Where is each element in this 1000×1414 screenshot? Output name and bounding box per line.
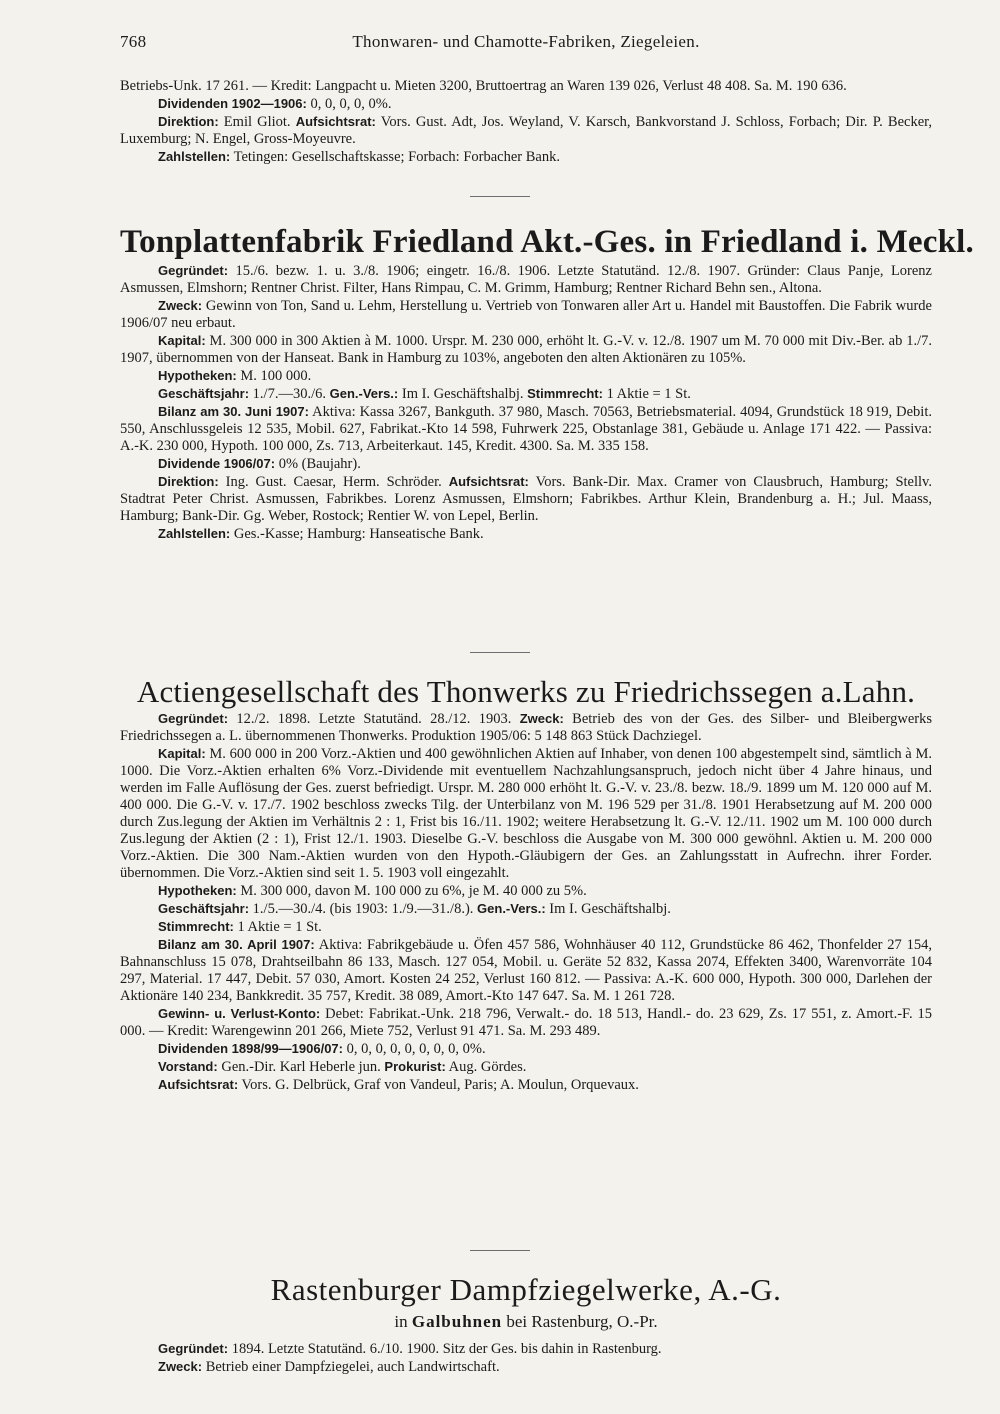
profit-loss-account: Gewinn- u. Verlust-Konto: Debet: Fabrikat.-Unk. 218 796, Verwalt.- do. 18 513, Handl.- do. 23 629, Zs. 17 551, z. Amort.-F. 15 000. — Kredit: Warengewinn 201 266, Miete 752, Verlust 91 471. Sa. M. 293 489. (120, 1006, 933, 1039)
section-divider (470, 652, 530, 653)
dividends: Dividende 1906/07: 0% (Baujahr). (158, 456, 361, 472)
page-header (120, 32, 932, 56)
capital: Kapital: M. 600 000 in 200 Vorz.-Aktien und 400 gewöhnlichen Aktien auf Inhaber, von denen 100 abgestempelt sind, sämtlich à M. 1000. Die Vorz.-Aktien erhalten 6% Vorz.-Dividende mit eventuellem Nachzahlungsanspruch, jedoch nicht über 4 Jahre hinaus, und werden im Falle Auflösung der Ges. zuerst befriedigt. Urspr. M. 280 000 erhöht lt. G.-V. v. 23./8. bezw. 18./9. 1899 um M. 120 000 auf M. 400 000. Die G.-V. v. 17./7. 1902 beschloss zwecks Tilg. der Unterbilanz von M. 196 529 per 31./8. 1901 Herabsetzung auf M. 200 000 durch Zus.legung der Aktien im Verhältnis 2 : 1, Frist bis 16./11. 1902; weitere Herabsetzung lt. G.-V. 12./11. 1902 um M. 100 000 durch Zus.legung der Aktien (2 : 1), Frist 12./1. 1903. Dieselbe G.-V. beschloss die Ausgabe von M. 300 000 gewöhnl. Aktien u. M. 200 000 Vorz.-Aktien. Die 300 Nam.-Aktien wurden von den Hypoth.-Gläubigern der Ges. an Zahlungsstatt in Aufrechn. ihrer Forder. übernommen. Die Vorz.-Aktien sind seit 1. 5. 1903 voll eingezahlt. (120, 746, 932, 881)
paying-agents: Zahlstellen: Ges.-Kasse; Hamburg: Hanseatische Bank. (158, 526, 484, 542)
section-friedland (120, 262, 932, 543)
balance-sheet: Bilanz am 30. April 1907: Aktiva: Fabrikgebäude u. Öfen 457 586, Wohnhäuser 40 112, Grundstücke 86 462, Thonfelder 27 154, Bahnanschluss 15 078, Drahtseilbahn 86 133, Masch. 127 054, Mobil. u. Geräte 52 832, Kassa 2074, Effekten 3400, Warenvorräte 104 297, Material. 17 447, Debit. 57 030, Amort. Kosten 24 252, Verlust 160 812. — Passiva: A.-K. 600 000, Hypoth. 300 000, Darlehen der Aktionäre 140 234, Bankkredit. 35 757, Kredit. 38 089, Amort.-Kto 147 647. Sa. M. 1 261 728. (120, 937, 932, 1004)
capital: Kapital: M. 300 000 in 300 Aktien à M. 1000. Urspr. M. 230 000, erhöht lt. G.-V. v. 12./8. 1907 um M. 70 000 mit Div.-Ber. ab 1./7. 1907, übernommen von der Hanseat. Bank in Hamburg zu 103%, angeboten den alten Aktionären zu 105%. (120, 333, 932, 366)
dividends: Dividenden 1898/99—1906/07: 0, 0, 0, 0, 0, 0, 0, 0, 0%. (158, 1041, 486, 1057)
fiscal-year: Geschäftsjahr: 1./7.—30./6. Gen.-Vers.: Im I. Geschäftshalbj. Stimmrecht: 1 Aktie = 1 St. (158, 386, 691, 402)
fiscal-year: Geschäftsjahr: 1./5.—30./4. (bis 1903: 1./9.—31./8.). Gen.-Vers.: Im I. Geschäftshalbj. (158, 901, 671, 917)
intro-paying-agents: Zahlstellen: Tetingen: Gesellschaftskasse; Forbach: Forbacher Bank. (158, 149, 560, 165)
running-title: Thonwaren- und Chamotte-Fabriken, Ziegeleien. (352, 32, 700, 51)
mortgages: Hypotheken: M. 100 000. (158, 368, 312, 384)
intro-entry-continuation (120, 78, 932, 166)
intro-board: Direktion: Emil Gliot. Aufsichtsrat: Vors. Gust. Adt, Jos. Weyland, V. Karsch, Bankvorstand J. Schloss, Forbach; Dir. P. Becker, Luxemburg; N. Engel, Gross-Moyeuvre. (120, 114, 933, 147)
section-rastenburg (120, 1340, 932, 1376)
purpose: Zweck: Gewinn von Ton, Sand u. Lehm, Herstellung u. Vertrieb von Tonwaren aller Art u. Handel mit Baustoffen. Die Fabrik wurde 1906/07 neu erbaut. (120, 298, 932, 331)
section-title-rastenburg: Rastenburger Dampfziegelwerke, A.-G. (270, 1272, 782, 1307)
intro-dividends: Dividenden 1902—1906: 0, 0, 0, 0, 0%. (158, 96, 392, 112)
section-divider (470, 1250, 530, 1251)
section-title-friedland: Tonplattenfabrik Friedland Akt.-Ges. in Friedland i. Meckl. (120, 224, 974, 260)
founded: Gegründet: 1894. Letzte Statutänd. 6./10. 1900. Sitz der Ges. bis dahin in Rastenburg. (158, 1341, 662, 1357)
page-number: 768 (120, 32, 147, 51)
intro-paragraph: Betriebs-Unk. 17 261. — Kredit: Langpacht u. Mieten 3200, Bruttoertrag an Waren 139 026, Verlust 48 408. Sa. M. 190 636. (120, 78, 847, 94)
purpose: Zweck: Betrieb einer Dampfziegelei, auch Landwirtschaft. (158, 1359, 500, 1375)
management: Vorstand: Gen.-Dir. Karl Heberle jun. Prokurist: Aug. Gördes. (158, 1059, 527, 1075)
supervisory-board: Aufsichtsrat: Vors. G. Delbrück, Graf von Vandeul, Paris; A. Moulun, Orquevaux. (158, 1077, 639, 1093)
section-title-friedrichssegen: Actiengesellschaft des Thonwerks zu Friedrichssegen a.Lahn. (136, 674, 916, 709)
founded: Gegründet: 12./2. 1898. Letzte Statutänd. 28./12. 1903. Zweck: Betrieb des von der Ges. des Silber- und Bleibergwerks Friedrichssegen a. L. übernommenen Thonwerks. Produktion 1905/06: 5 148 863 Stück Dachziegel. (120, 711, 932, 744)
section-subtitle-rastenburg: in Galbuhnen bei Rastenburg, O.-Pr. (394, 1312, 658, 1331)
board: Direktion: Ing. Gust. Caesar, Herm. Schröder. Aufsichtsrat: Vors. Bank-Dir. Max. Cramer von Clausbruch, Hamburg; Stellv. Stadtrat Peter Christ. Asmussen, Fabrikbes. Lorenz Asmussen, Elmshorn; Fabrikbes. Arthur Klein, Brandenburg a. H.; Jul. Maass, Hamburg; Bank-Dir. Gg. Weber, Rostock; Rentier W. von Lepel, Berlin. (120, 474, 932, 524)
founded: Gegründet: 15./6. bezw. 1. u. 3./8. 1906; eingetr. 16./8. 1906. Letzte Statutänd. 12./8. 1907. Gründer: Claus Panje, Lorenz Asmussen, Elmshorn; Rentner Christ. Filter, Hans Rimpau, C. M. Grimm, Hamburg; Rentner Richard Behn sen., Altona. (120, 263, 932, 296)
mortgages: Hypotheken: M. 300 000, davon M. 100 000 zu 6%, je M. 40 000 zu 5%. (158, 883, 587, 899)
balance-sheet: Bilanz am 30. Juni 1907: Aktiva: Kassa 3267, Bankguth. 37 980, Masch. 70563, Betriebsmaterial. 4094, Grundstück 18 919, Debit. 550, Anschlussgeleis 12 535, Mobil. 627, Fabrikat.-Kto 14 598, Fuhrwerk 225, Obstanlage 381, Gebäude u. Anlage 171 422. — Passiva: A.-K. 230 000, Hypoth. 100 000, Zs. 713, Arbeiterkaut. 145, Kredit. 4300. Sa. M. 335 158. (120, 404, 932, 454)
voting-rights: Stimmrecht: 1 Aktie = 1 St. (158, 919, 322, 935)
section-friedrichssegen (120, 710, 932, 1094)
section-divider (470, 196, 530, 197)
